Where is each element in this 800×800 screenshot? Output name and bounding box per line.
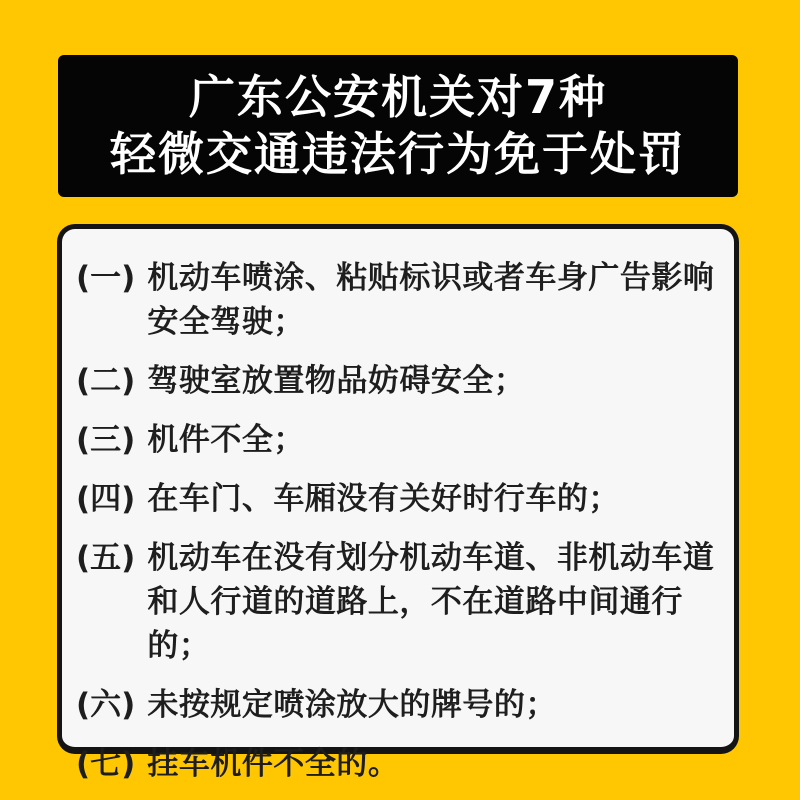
- title-banner: [58, 55, 738, 197]
- rules-card: [57, 224, 739, 782]
- rule-number: (七): [76, 746, 136, 782]
- rule-item-5: [76, 536, 720, 668]
- rule-item-7: [76, 742, 720, 786]
- rule-item-4: [76, 477, 720, 521]
- rule-text: 在车门、车厢没有关好时行车的；: [147, 481, 620, 517]
- rule-item-1: [76, 256, 720, 344]
- rule-number: (五): [76, 540, 136, 576]
- rule-number: (四): [76, 481, 136, 517]
- rule-number: (一): [76, 260, 136, 296]
- banner-title-line2: 轻微交通违法行为免于处罚: [110, 127, 686, 181]
- rule-text: 机动车喷涂、粘贴标识或者车身广告影响安全驾驶；: [147, 260, 715, 340]
- rule-text: 驾驶室放置物品妨碍安全；: [147, 363, 526, 399]
- rule-text: 机件不全；: [147, 422, 305, 458]
- rule-number: (二): [76, 363, 136, 399]
- rule-item-2: [76, 359, 720, 403]
- banner-title-line1: 广东公安机关对7种: [188, 70, 607, 124]
- rule-number: (六): [76, 687, 136, 723]
- rule-item-3: [76, 418, 720, 462]
- rule-number: (三): [76, 422, 136, 458]
- rule-text: 机动车在没有划分机动车道、非机动车道和人行道的道路上，不在道路中间通行的；: [147, 540, 715, 664]
- rule-text: 未按规定喷涂放大的牌号的；: [147, 687, 557, 723]
- rule-item-6: [76, 683, 720, 727]
- rule-text: 挂车机件不全的。: [147, 746, 400, 782]
